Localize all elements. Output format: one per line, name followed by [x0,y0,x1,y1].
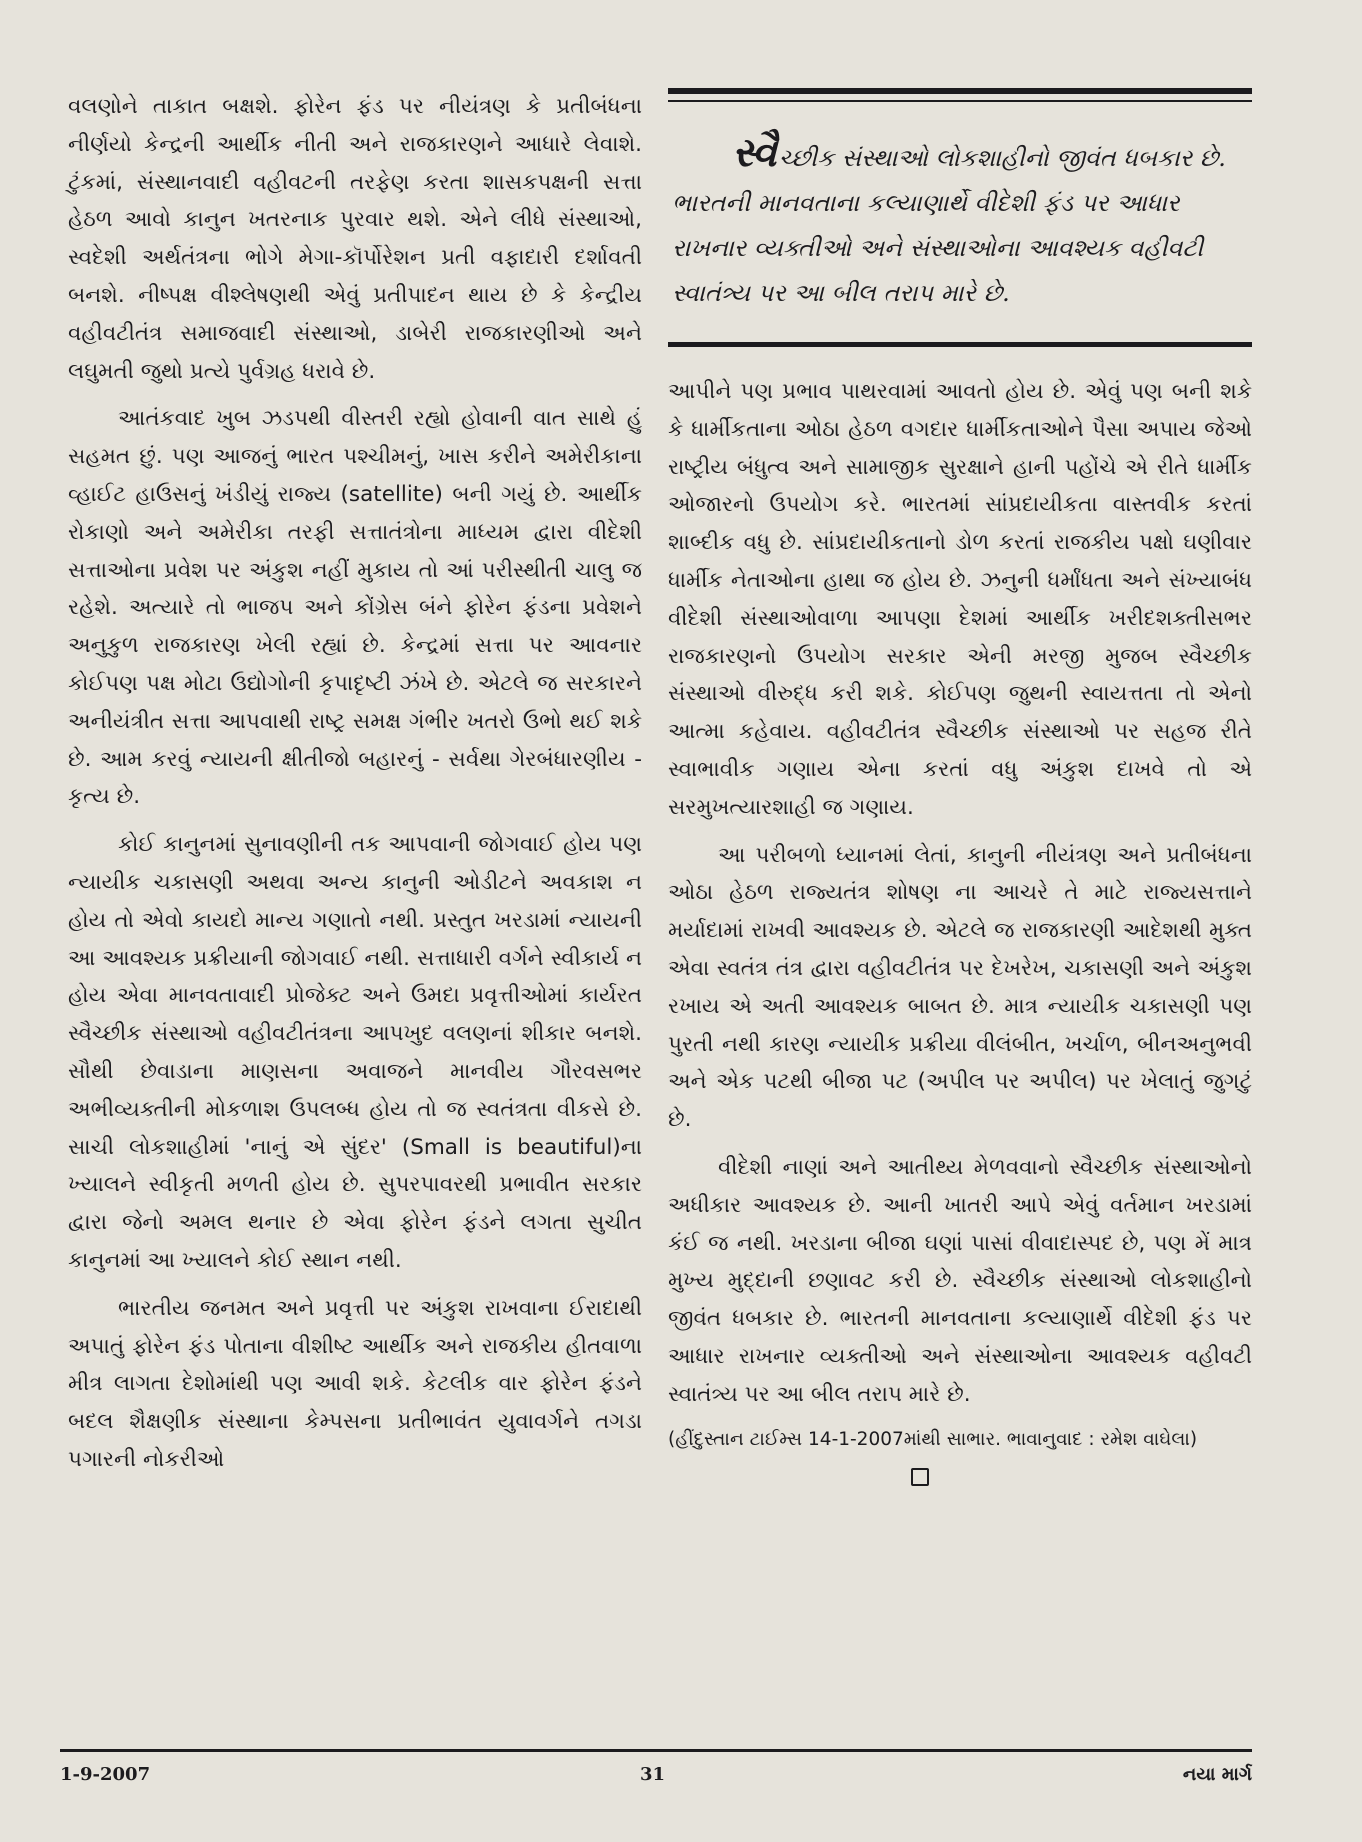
right-paragraph-1: આપીને પણ પ્રભાવ પાથરવામાં આવતો હોય છે. એવું પણ બની શકે કે ધાર્મીકતાના ઓઠા હેઠળ વગદાર ધાર્મીકતાઓને પૈસા અપાય જેઓ રાષ્ટ્રીય બંધુત્વ અને સામાજીક સુરક્ષાને હાની પહોંચે એ રીતે ધાર્મીક ઓજારનો ઉપયોગ કરે. ભારતમાં સાંપ્રદાયીકતા વાસ્તવીક કરતાં શાબ્દીક વધુ છે. સાંપ્રદાયીકતાનો ડોળ કરતાં રાજકીય પક્ષો ઘણીવાર ધાર્મીક નેતાઓના હાથા જ હોય છે. ઝનુની ધર્માંધતા અને સંખ્યાબંધ વીદેશી સંસ્થાઓવાળા આપણા દેશમાં આર્થીક ખરીદશક્તીસભર રાજકારણનો ઉપયોગ સરકાર એની મરજી મુજબ સ્વૈચ્છીક સંસ્થાઓ વીરુદ્ધ કરી શકે. કોઈપણ જુથની સ્વાયત્તતા તો એનો આત્મા કહેવાય. વહીવટીતંત્ર સ્વૈચ્છીક સંસ્થાઓ પર સહજ રીતે સ્વાભાવીક ગણાય એના કરતાં વધુ અંકુશ દાખવે તો એ સરમુખત્યારશાહી જ ગણાય. [668,379,1252,820]
right-column [668,88,1252,1486]
left-paragraph-3: કોઈ કાનુનમાં સુનાવણીની તક આપવાની જોગવાઈ હોય પણ ન્યાયીક ચકાસણી અથવા અન્ય કાનુની ઓડીટને અવકાશ ન હોય તો એવો કાયદો માન્ય ગણાતો નથી. પ્રસ્તુત ખરડામાં ન્યાયની આ આવશ્યક પ્રક્રીયાની જોગવાઈ નથી. સત્તાધારી વર્ગને સ્વીકાર્ય ન હોય એવા માનવતાવાદી પ્રોજેક્ટ અને ઉમદા પ્રવૃત્તીઓમાં કાર્યરત સ્વૈચ્છીક સંસ્થાઓ વહીવટીતંત્રના આપખુદ વલણનાં શીકાર બનશે. સૌથી છેવાડાના માણસના અવાજને માનવીય ગૌરવસભર અભીવ્યક્તીની મોકળાશ ઉપલબ્ધ હોય તો જ સ્વતંત્રતા વીકસે છે. સાચી લોકશાહીમાં 'નાનું એ સુંદર' (Small is beautiful)ના ખ્યાલને સ્વીકૃતી મળતી હોય છે. સુપરપાવરથી પ્રભાવીત સરકાર દ્વારા જેનો અમલ થનાર છે એવા ફોરેન ફંડને લગતા સુચીત કાનુનમાં આ ખ્યાલને કોઈ સ્થાન નથી. [68,832,642,1273]
pull-quote-box [668,88,1252,347]
footer-divider [60,1749,1252,1752]
pull-quote-dropcap: સ્વૈ [732,129,777,176]
left-column [68,88,642,1489]
left-paragraph-2: આતંકવાદ ખુબ ઝડપથી વીસ્તરી રહ્યો હોવાની વાત સાથે હું સહમત છું. પણ આજનું ભારત પશ્ચીમનું, ખાસ કરીને અમેરીકાના વ્હાઈટ હાઉસનું ખંડીયું રાજ્ય (satellite) બની ગયું છે. આર્થીક રોકાણો અને અમેરીકા તરફી સત્તાતંત્રોના માધ્યમ દ્વારા વીદેશી સત્તાઓના પ્રવેશ પર અંકુશ નહીં મુકાય તો આં પરીસ્થીતી ચાલુ જ રહેશે. અત્યારે તો ભાજપ અને કોંગ્રેસ બંને ફોરેન ફંડના પ્રવેશને અનુકુળ રાજકારણ ખેલી રહ્યાં છે. કેન્દ્રમાં સત્તા પર આવનાર કોઈપણ પક્ષ મોટા ઉદ્યોગોની કૃપાદૃષ્ટી ઝંખે છે. એટલે જ સરકારને અનીયંત્રીત સત્તા આપવાથી રાષ્ટ્ર સમક્ષ ગંભીર ખતરો ઉભો થઈ શકે છે. આમ કરવું ન્યાયની ક્ષીતીજો બહારનું - સર્વથા ગેરબંધારણીય - કૃત્ય છે. [68,406,642,810]
pull-quote-text: ચ્છીક સંસ્થાઓ લોકશાહીનો જીવંત ધબકાર છે. ભારતની માનવતાના કલ્યાણાર્થે વીદેશી ફંડ પર આધાર રાખનાર વ્યક્તીઓ અને સંસ્થાઓના આવશ્યક વહીવટી સ્વાતંત્ર્ય પર આ બીલ તરાપ મારે છે. [672,144,1226,307]
pull-quote [672,130,1244,316]
magazine-name: નયા માર્ગ [1182,1764,1252,1785]
source-credit: (હીંદુસ્તાન ટાઈમ્સ 14-1-2007માંથી સાભાર. ભાવાનુવાદ : રમેશ વાઘેલા) [668,1428,1198,1450]
page-footer [60,1764,1252,1794]
end-of-article-square-icon [911,1468,929,1486]
right-paragraph-3: વીદેશી નાણાં અને આતીથ્ય મેળવવાનો સ્વૈચ્છીક સંસ્થાઓનો અધીકાર આવશ્યક છે. આની ખાતરી આપે એવું વર્તમાન ખરડામાં કંઈ જ નથી. ખરડાના બીજા ઘણાં પાસાં વીવાદાસ્પદ છે, પણ મેં માત્ર મુખ્ય મુદ્દાની છણાવટ કરી છે. સ્વૈચ્છીક સંસ્થાઓ લોકશાહીનો જીવંત ધબકાર છે. ભારતની માનવતાના કલ્યાણાર્થે વીદેશી ફંડ પર આધાર રાખનાર વ્યક્તીઓ અને સંસ્થાઓના આવશ્યક વહીવટી સ્વાતંત્ર્ય પર આ બીલ તરાપ મારે છે. [668,1154,1252,1407]
issue-date: 1-9-2007 [60,1764,151,1785]
left-paragraph-4: ભારતીય જનમત અને પ્રવૃત્તી પર અંકુશ રાખવાના ઈરાદાથી અપાતું ફોરેન ફંડ પોતાના વીશીષ્ટ આર્થીક અને રાજકીય હીતવાળા મીત્ર લાગતા દેશોમાંથી પણ આવી શકે. કેટલીક વાર ફોરેન ફંડને બદલ શૈક્ષણીક સંસ્થાના કેમ્પસના પ્રતીભાવંત યુવાવર્ગને તગડા પગારની નોકરીઓ [68,1295,642,1472]
left-paragraph-1: વલણોને તાકાત બક્ષશે. ફોરેન ફંડ પર નીયંત્રણ કે પ્રતીબંધના નીર્ણયો કેન્દ્રની આર્થીક નીતી અને રાજકારણને આધારે લેવાશે. ટુંકમાં, સંસ્થાનવાદી વહીવટની તરફેણ કરતા શાસકપક્ષની સત્તા હેઠળ આવો કાનુન ખતરનાક પુરવાર થશે. એને લીધે સંસ્થાઓ, સ્વદેશી અર્થતંત્રના ભોગે મેગા-કૉર્પોરેશન પ્રતી વફાદારી દર્શાવતી બનશે. નીષ્પક્ષ વીશ્લેષણથી એવું પ્રતીપાદન થાય છે કે કેન્દ્રીય વહીવટીતંત્ર સમાજવાદી સંસ્થાઓ, ડાબેરી રાજકારણીઓ અને લઘુમતી જુથો પ્રત્યે પુર્વગ્રહ ધરાવે છે. [68,94,642,384]
page-number: 31 [640,1764,666,1785]
right-paragraph-2: આ પરીબળો ધ્યાનમાં લેતાં, કાનુની નીયંત્રણ અને પ્રતીબંધના ઓઠા હેઠળ રાજ્યતંત્ર શોષણ ના આચરે તે માટે રાજ્યસત્તાને મર્યાદામાં રાખવી આવશ્યક છે. એટલે જ રાજકારણી આદેશથી મુક્ત એવા સ્વતંત્ર તંત્ર દ્વારા વહીવટીતંત્ર પર દેખરેખ, ચકાસણી અને અંકુશ રખાય એ અતી આવશ્યક બાબત છે. માત્ર ન્યાયીક ચકાસણી પણ પુરતી નથી કારણ ન્યાયીક પ્રક્રીયા વીલંબીત, ખર્ચાળ, બીનઅનુભવી અને એક પટથી બીજા પટ (અપીલ પર અપીલ) પર ખેલાતું જુગટું છે. [668,842,1252,1133]
